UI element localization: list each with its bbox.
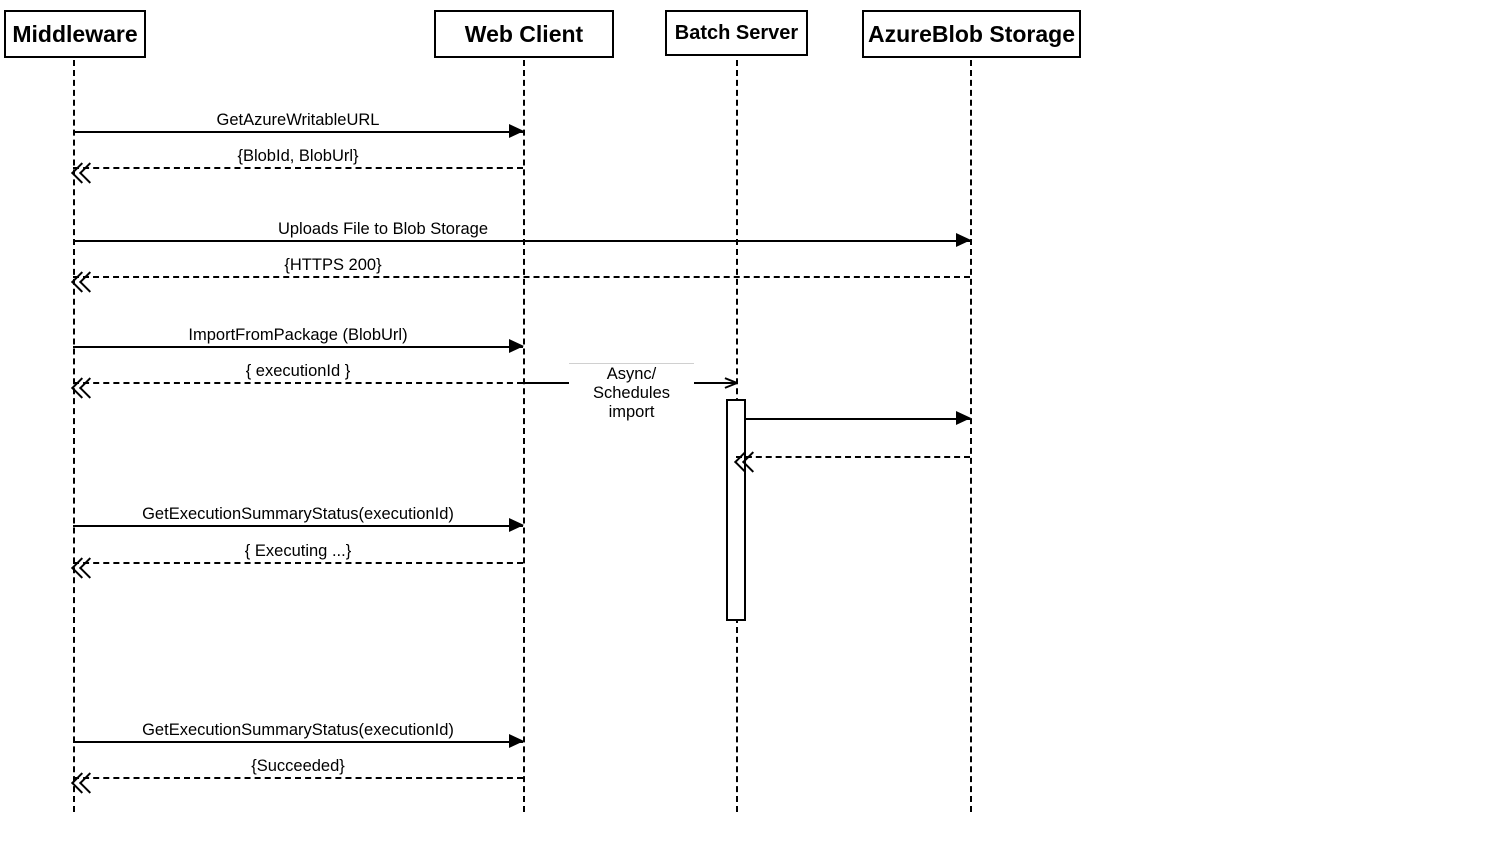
- message-line: [746, 418, 970, 420]
- message-line: [73, 131, 523, 133]
- note-line-2: Schedules import: [592, 384, 671, 421]
- arrowhead-icon: [722, 373, 738, 391]
- lifeline-azureblob-storage: [970, 60, 972, 812]
- batch-server-activation: [726, 399, 746, 621]
- lifeline-web-client: [523, 60, 525, 812]
- message-label: Uploads File to Blob Storage: [73, 220, 693, 238]
- participant-batch-server[interactable]: [665, 10, 808, 56]
- message-label: { Executing ...}: [73, 542, 523, 560]
- message-label: {BlobId, BlobUrl}: [73, 147, 523, 165]
- message-label: GetExecutionSummaryStatus(executionId): [73, 505, 523, 523]
- participant-label: Batch Server: [674, 21, 799, 44]
- message-line: [73, 167, 523, 169]
- message-label: {Succeeded}: [73, 757, 523, 775]
- message-line: [736, 456, 970, 458]
- participant-label: AzureBlob Storage: [867, 20, 1076, 47]
- participant-label: Middleware: [12, 20, 138, 47]
- message-label: ImportFromPackage (BlobUrl): [73, 326, 523, 344]
- arrowhead-icon: [734, 447, 752, 465]
- arrowhead-icon: [956, 233, 971, 247]
- message-line: [73, 741, 523, 743]
- participant-azureblob-storage[interactable]: [862, 10, 1081, 58]
- message-line: [73, 346, 523, 348]
- message-line: [73, 276, 970, 278]
- message-label: { executionId }: [73, 362, 523, 380]
- participant-middleware[interactable]: [4, 10, 146, 58]
- note-line-1: Async/: [606, 365, 657, 383]
- note-async-schedules-import: [569, 363, 694, 423]
- message-line: [73, 525, 523, 527]
- message-line: [73, 240, 970, 242]
- message-line: [73, 777, 523, 779]
- message-line: [73, 562, 523, 564]
- message-label: {HTTPS 200}: [73, 256, 593, 274]
- message-line: [73, 382, 523, 384]
- arrowhead-icon: [956, 411, 971, 425]
- participant-label: Web Client: [464, 20, 584, 47]
- message-label: GetAzureWritableURL: [73, 111, 523, 129]
- message-label: GetExecutionSummaryStatus(executionId): [73, 721, 523, 739]
- participant-web-client[interactable]: [434, 10, 614, 58]
